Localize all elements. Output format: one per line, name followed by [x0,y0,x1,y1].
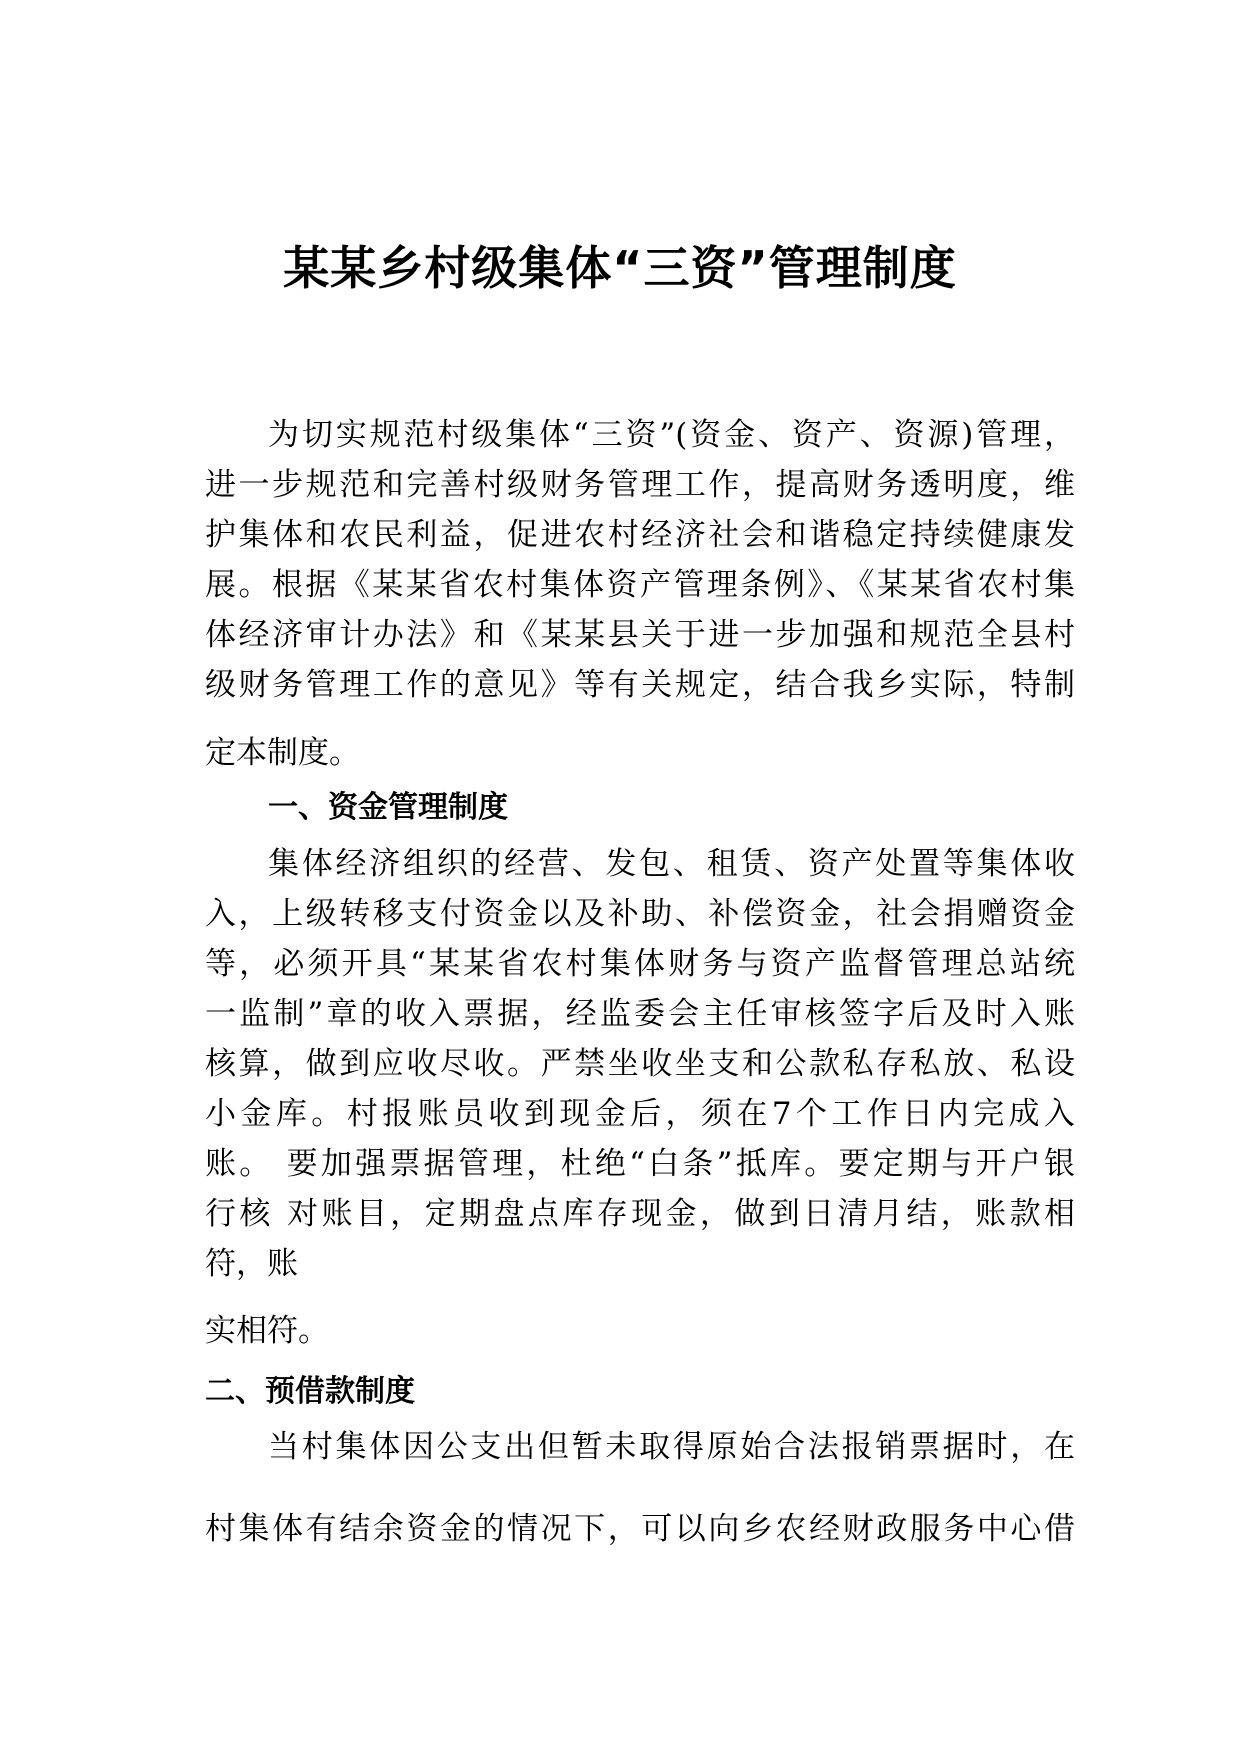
section1-line-3: 等，必须开具“某某省农村集体财务与资产监督管理总站统 [205,946,1075,982]
intro-line-6: 级财务管理工作的意见》等有关规定，结合我乡实际，特制 [205,667,1075,703]
intro-line-7: 定本制度。 [205,735,360,771]
section1-line-7: 账。 要加强票据管理，杜绝“白条”抵库。要定期与开户银 [205,1146,1075,1182]
section1-line-10: 实相符。 [205,1313,329,1349]
section1-line-2: 入，上级转移支付资金以及补助、补偿资金，社会捐赠资金 [205,896,1075,932]
section2-line-1: 当村集体因公支出但暂未取得原始合法报销票据时，在 [268,1429,1075,1465]
section1-line-6: 小金库。村报账员收到现金后，须在7个工作日内完成入 [205,1096,1075,1132]
document-title: 某某乡村级集体“三资”管理制度 [283,241,957,295]
section1-line-9: 符，账 [205,1246,298,1282]
intro-line-5: 体经济审计办法》和《某某县关于进一步加强和规范全县村 [205,617,1075,653]
intro-line-1: 为切实规范村级集体“三资”(资金、资产、资源)管理， [268,417,1075,453]
section-heading-advance: 二、预借款制度 [205,1374,415,1409]
section-heading-funds: 一、资金管理制度 [268,790,508,825]
section1-line-5: 核算，做到应收尽收。严禁坐收坐支和公款私存私放、私设 [205,1046,1075,1082]
section1-line-8: 行核 对账目，定期盘点库存现金，做到日清月结，账款相 [205,1196,1075,1232]
section1-line-1: 集体经济组织的经营、发包、租赁、资产处置等集体收 [268,846,1075,882]
intro-line-3: 护集体和农民利益，促进农村经济社会和谐稳定持续健康发 [205,517,1075,553]
intro-line-2: 进一步规范和完善村级财务管理工作，提高财务透明度，维 [205,467,1075,503]
intro-line-4: 展。根据《某某省农村集体资产管理条例》、《某某省农村集 [205,567,1075,603]
section2-line-2: 村集体有结余资金的情况下，可以向乡农经财政服务中心借 [205,1511,1075,1547]
section1-line-4: 一监制”章的收入票据，经监委会主任审核签字后及时入账 [205,996,1075,1032]
